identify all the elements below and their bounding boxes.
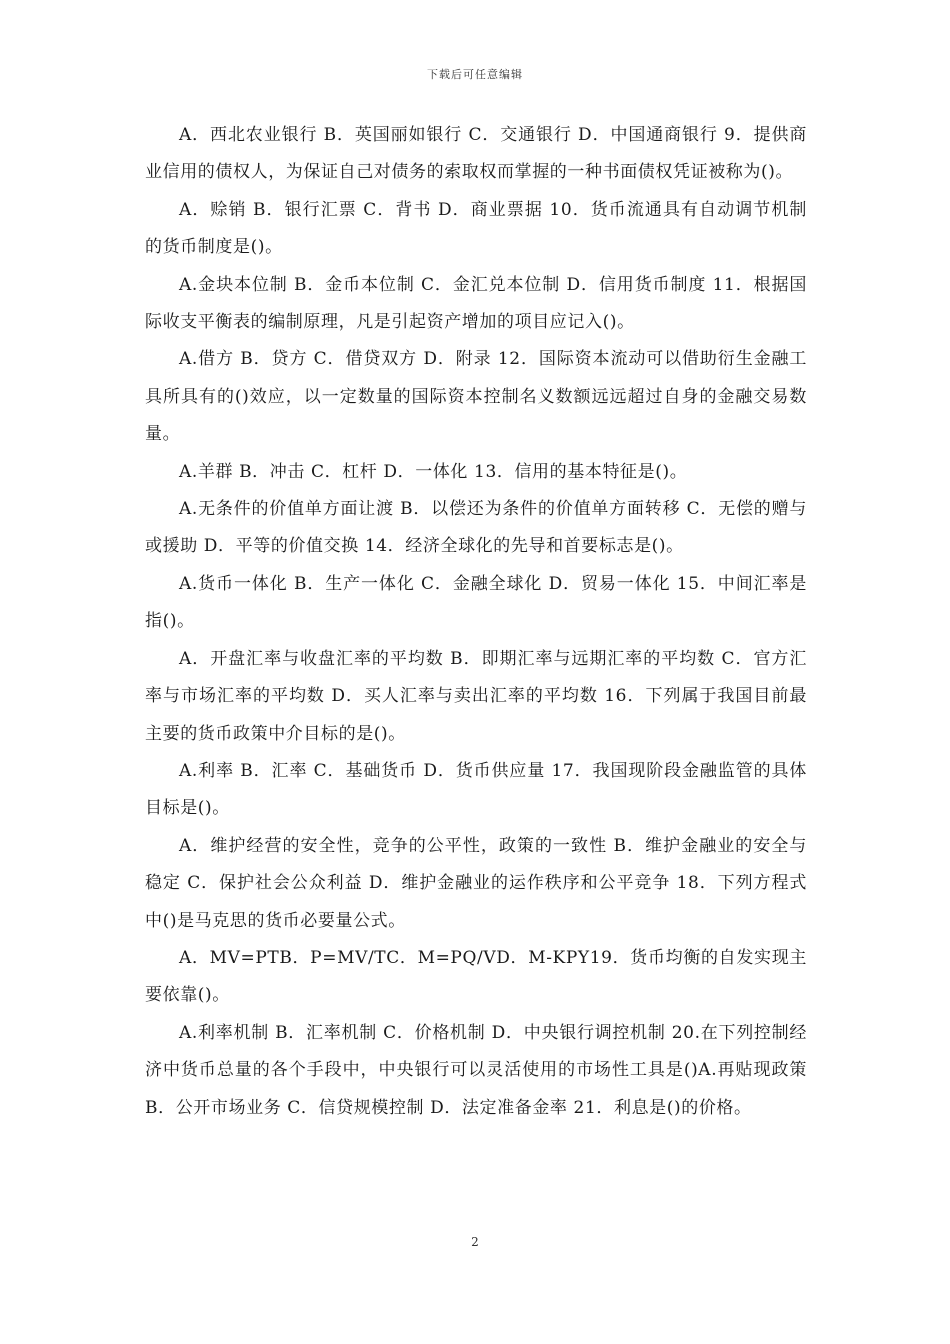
page-header: 下载后可任意编辑 [427,68,523,81]
paragraph-10: A．维护经营的安全性，竞争的公平性，政策的一致性 B．维护金融业的安全与稳定 C．保护社会公众利益 D．维护金融业的运作秩序和公平竞争 18．下列方程式中()是马克思的货币必要量公式。 [145,835,807,931]
paragraph-11: A．MV=PTB．P=MV/TC．M=PQ/VD．M-KPY19．货币均衡的自发实现主要依靠()。 [145,947,807,1006]
paragraph-2: A．赊销 B．银行汇票 C．背书 D．商业票据 10．货币流通具有自动调节机制的货币制度是()。 [145,199,807,258]
paragraph-5: A.羊群 B．冲击 C．杠杆 D．一体化 13．信用的基本特征是()。 [179,461,688,482]
paragraph-9: A.利率 B．汇率 C．基础货币 D．货币供应量 17．我国现阶段金融监管的具体目标是()。 [145,760,807,819]
paragraph-7: A.货币一体化 B．生产一体化 C．金融全球化 D．贸易一体化 15．中间汇率是指()。 [145,573,807,632]
page-number: 2 [471,1235,479,1249]
paragraph-3: A.金块本位制 B．金币本位制 C．金汇兑本位制 D．信用货币制度 11．根据国际收支平衡表的编制原理，凡是引起资产增加的项目应记入()。 [145,274,807,333]
paragraph-8: A．开盘汇率与收盘汇率的平均数 B．即期汇率与远期汇率的平均数 C．官方汇率与市场汇率的平均数 D．买人汇率与卖出汇率的平均数 16．下列属于我国目前最主要的货币政策中介目标的是()。 [145,648,807,744]
paragraph-1: A．西北农业银行 B．英国丽如银行 C．交通银行 D．中国通商银行 9．提供商业信用的债权人，为保证自己对债务的索取权而掌握的一种书面债权凭证被称为()。 [145,125,807,183]
paragraph-12: A.利率机制 B．汇率机制 C．价格机制 D．中央银行调控机制 20.在下列控制经济中货币总量的各个手段中，中央银行可以灵活使用的市场性工具是()A.再贴现政策 B．公开市场业务 C．信贷规模控制 D．法定准备金率 21．利息是()的价格。 [145,1022,807,1118]
paragraph-6: A.无条件的价值单方面让渡 B．以偿还为条件的价值单方面转移 C．无偿的赠与或援助 D．平等的价值交换 14．经济全球化的先导和首要标志是()。 [145,499,807,557]
document-body [145,117,807,1127]
paragraph-4: A.借方 B．贷方 C．借贷双方 D．附录 12．国际资本流动可以借助衍生金融工具所具有的()效应，以一定数量的国际资本控制名义数额远远超过自身的金融交易数量。 [145,349,807,445]
